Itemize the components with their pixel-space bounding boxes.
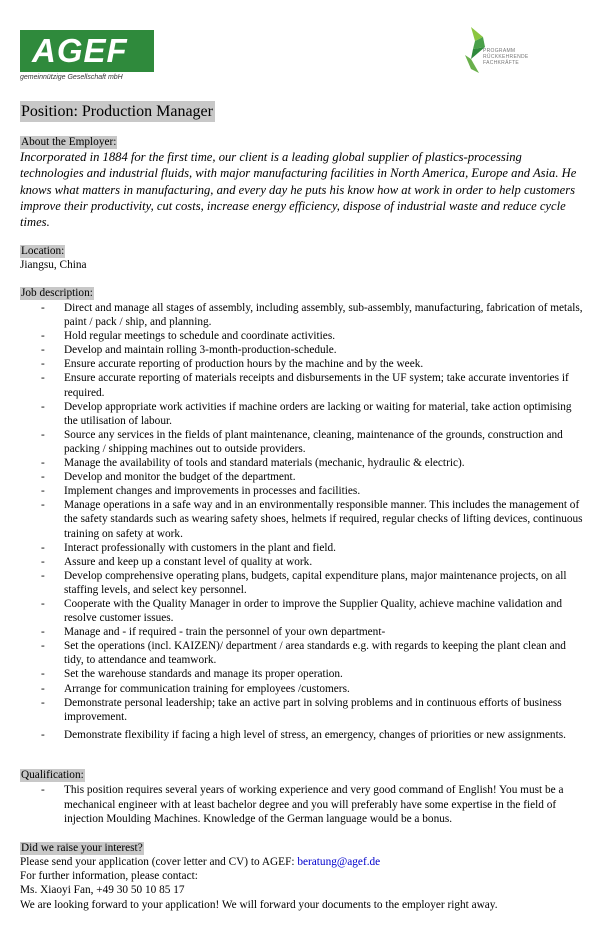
- list-item: - Manage the availability of tools and standard materials (mechanic, hydraulic & electric).: [20, 456, 585, 470]
- page-title: Position: Production Manager: [21, 103, 213, 120]
- employer-section: [20, 136, 585, 230]
- agef-logo-subtitle: gemeinnützige Gesellschaft mbH: [20, 74, 123, 81]
- employer-text: Incorporated in 1884 for the first time, our client is a leading global supplier of plastics-processing technologies and industrial fluids, with major manufacturing facilities in North America, Europe and Asia. He knows what matters in manufacturing, and every day he puts his know how at work in order to help customers improve their productivity, cut costs, increase energy efficiency, dispose of industrial waste and reduce cycle times.: [20, 150, 577, 230]
- contact-send-line: Please send your application (cover letter and CV) to AGEF: beratung@agef.de: [20, 856, 381, 868]
- list-item: - Direct and manage all stages of assembly, including assembly, sub-assembly, manufacturing, fabrication of metals, paint / pack / ship, and planning.: [20, 301, 585, 329]
- list-item: - Manage and - if required - train the personnel of your own department-: [20, 625, 585, 639]
- agef-logo-mark: AGEF: [20, 30, 154, 72]
- list-item: - Demonstrate flexibility if facing a high level of stress, an emergency, changes of priorities or new assignments.: [20, 728, 585, 742]
- location-section: [20, 245, 585, 272]
- list-item: - Develop appropriate work activities if machine orders are lacking or waiting for material, take action optimising the utilisation of labour.: [20, 400, 585, 428]
- contact-heading: Did we raise your interest?: [21, 842, 143, 854]
- list-item: - Hold regular meetings to schedule and coordinate activities.: [20, 329, 585, 343]
- location-text: Jiangsu, China: [20, 259, 87, 271]
- contact-closing: We are looking forward to your application! We will forward your documents to the employer right away.: [20, 898, 498, 911]
- programm-logo: [465, 27, 550, 77]
- list-item: - Develop and monitor the budget of the department.: [20, 470, 585, 484]
- job-list: [20, 301, 585, 742]
- list-item: - Develop comprehensive operating plans, budgets, capital expenditure plans, major maintenance projects, on all staffing levels, and select key personnel.: [20, 569, 585, 597]
- contact-info-line: For further information, please contact:: [20, 870, 198, 883]
- list-item: - Set the warehouse standards and manage its proper operation.: [20, 667, 585, 681]
- agef-logo: [20, 30, 155, 86]
- list-item: - Source any services in the fields of plant maintenance, cleaning, maintenance of the grounds, construction and packing / shipping machines out to outside providers.: [20, 428, 585, 456]
- list-item: - Develop and maintain rolling 3-month-production-schedule.: [20, 343, 585, 357]
- list-item: - Set the operations (incl. KAIZEN)/ department / area standards e.g. with regards to keeping the plant clean and tidy, to attendance and teamwork.: [20, 639, 585, 667]
- list-item: - Ensure accurate reporting of production hours by the machine and by the week.: [20, 357, 585, 371]
- job-heading: Job description:: [21, 287, 93, 299]
- qualification-section: [20, 769, 585, 827]
- location-heading: Location:: [21, 245, 65, 257]
- qualification-heading: Qualification:: [21, 769, 84, 781]
- contact-section: [20, 842, 585, 912]
- list-item: - Arrange for communication training for employees /customers.: [20, 682, 585, 696]
- list-item: - Implement changes and improvements in processes and facilities.: [20, 484, 585, 498]
- list-item: - This position requires several years of working experience and very good command of English! You must be a mechanical engineer with at least bachelor degree and you will preferably have some expertise in the field of injection Moulding Machines. Knowledge of the German language would be a bonus.: [20, 783, 585, 827]
- list-item: - Demonstrate personal leadership; take an active part in solving problems and in continuous efforts of business improvement.: [20, 696, 585, 724]
- email-link[interactable]: beratung@agef.de: [297, 856, 381, 868]
- list-item: - Cooperate with the Quality Manager in order to improve the Supplier Quality, achieve machine validation and resolve customer issues.: [20, 597, 585, 625]
- programm-logo-text: PROGRAMM RÜCKKEHRENDE FACHKRÄFTE: [483, 48, 529, 66]
- contact-person: Ms. Xiaoyi Fan, +49 30 50 10 85 17: [20, 884, 185, 897]
- employer-heading: About the Employer:: [21, 136, 117, 148]
- list-item: - Manage operations in a safe way and in an environmentally responsible manner. This includes the management of the safety standards such as wearing safety shoes, helmets if required, regular checks of lifting devices, continuous training on safety at work.: [20, 498, 585, 540]
- list-item: - Ensure accurate reporting of materials receipts and disbursements in the UF system; take accurate inventories if required.: [20, 371, 585, 399]
- qualification-list: [20, 783, 585, 827]
- list-item: - Assure and keep up a constant level of quality at work.: [20, 555, 585, 569]
- list-item: - Interact professionally with customers in the plant and field.: [20, 541, 585, 555]
- job-section: [20, 287, 585, 742]
